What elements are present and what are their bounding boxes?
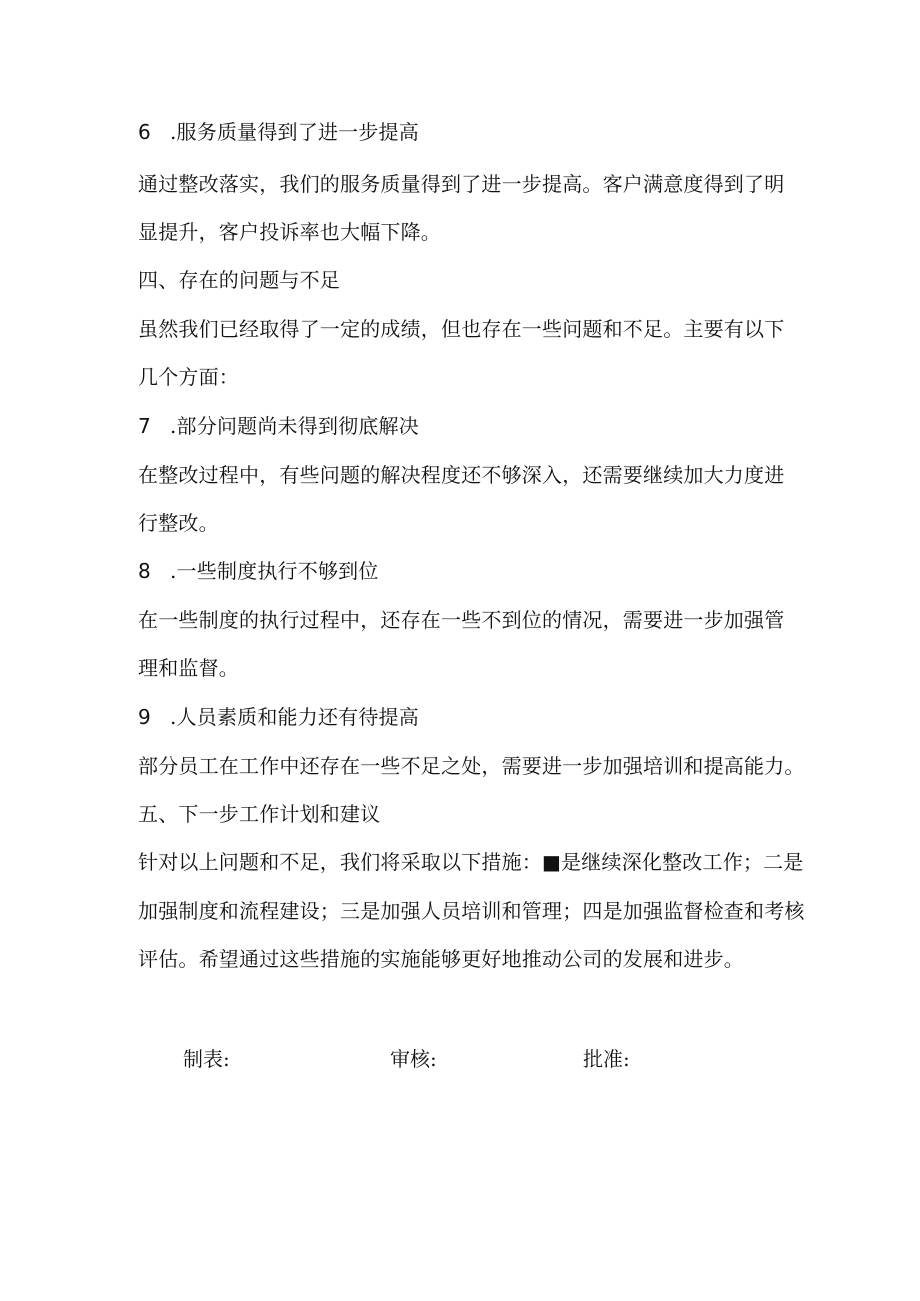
paragraph-line: 评估。希望通过这些措施的实施能够更好地推动公司的发展和进步。 xyxy=(138,947,744,971)
heading-text: .部分问题尚未得到彻底解决 xyxy=(170,414,419,438)
section-heading-4: 四、存在的问题与不足 xyxy=(138,268,340,292)
heading-7 xyxy=(138,413,419,439)
paragraph-line: 几个方面： xyxy=(138,365,239,389)
heading-number: 7 xyxy=(138,414,151,438)
paragraph-line: 加强制度和流程建设；三是加强人员培训和管理；四是加强监督检查和考核 xyxy=(138,899,805,923)
heading-text: .一些制度执行不够到位 xyxy=(170,559,379,583)
paragraph-line: 通过整改落实，我们的服务质量得到了进一步提高。客户满意度得到了明 xyxy=(138,172,785,196)
paragraph-line: 虽然我们已经取得了一定的成绩，但也存在一些问题和不足。主要有以下 xyxy=(138,317,785,341)
heading-text: .人员素质和能力还有待提高 xyxy=(170,705,419,729)
paragraph-line: 在一些制度的执行过程中，还存在一些不到位的情况，需要进一步加强管 xyxy=(138,608,785,632)
heading-6 xyxy=(138,119,419,145)
paragraph-line: 针对以上问题和不足，我们将采取以下措施：■是继续深化整改工作；二是 xyxy=(138,850,804,874)
prepared-by-label: 制表: xyxy=(183,1047,230,1071)
section-heading-5: 五、下一步工作计划和建议 xyxy=(138,802,381,826)
heading-8 xyxy=(138,558,379,584)
paragraph-line: 显提升，客户投诉率也大幅下降。 xyxy=(138,220,441,244)
heading-9 xyxy=(138,704,419,730)
heading-text: .服务质量得到了进一步提高 xyxy=(170,120,419,144)
heading-number: 9 xyxy=(138,705,151,729)
heading-number: 8 xyxy=(138,559,151,583)
paragraph-line: 行整改。 xyxy=(138,511,219,535)
paragraph-line: 理和监督。 xyxy=(138,656,239,680)
paragraph-line: 部分员工在工作中还存在一些不足之处，需要进一步加强培训和提高能力。 xyxy=(138,754,805,778)
reviewed-by-label: 审核: xyxy=(390,1047,437,1071)
heading-number: 6 xyxy=(138,120,151,144)
approved-by-label: 批准: xyxy=(583,1047,630,1071)
paragraph-line: 在整改过程中，有些问题的解决程度还不够深入，还需要继续加大力度进 xyxy=(138,463,785,487)
